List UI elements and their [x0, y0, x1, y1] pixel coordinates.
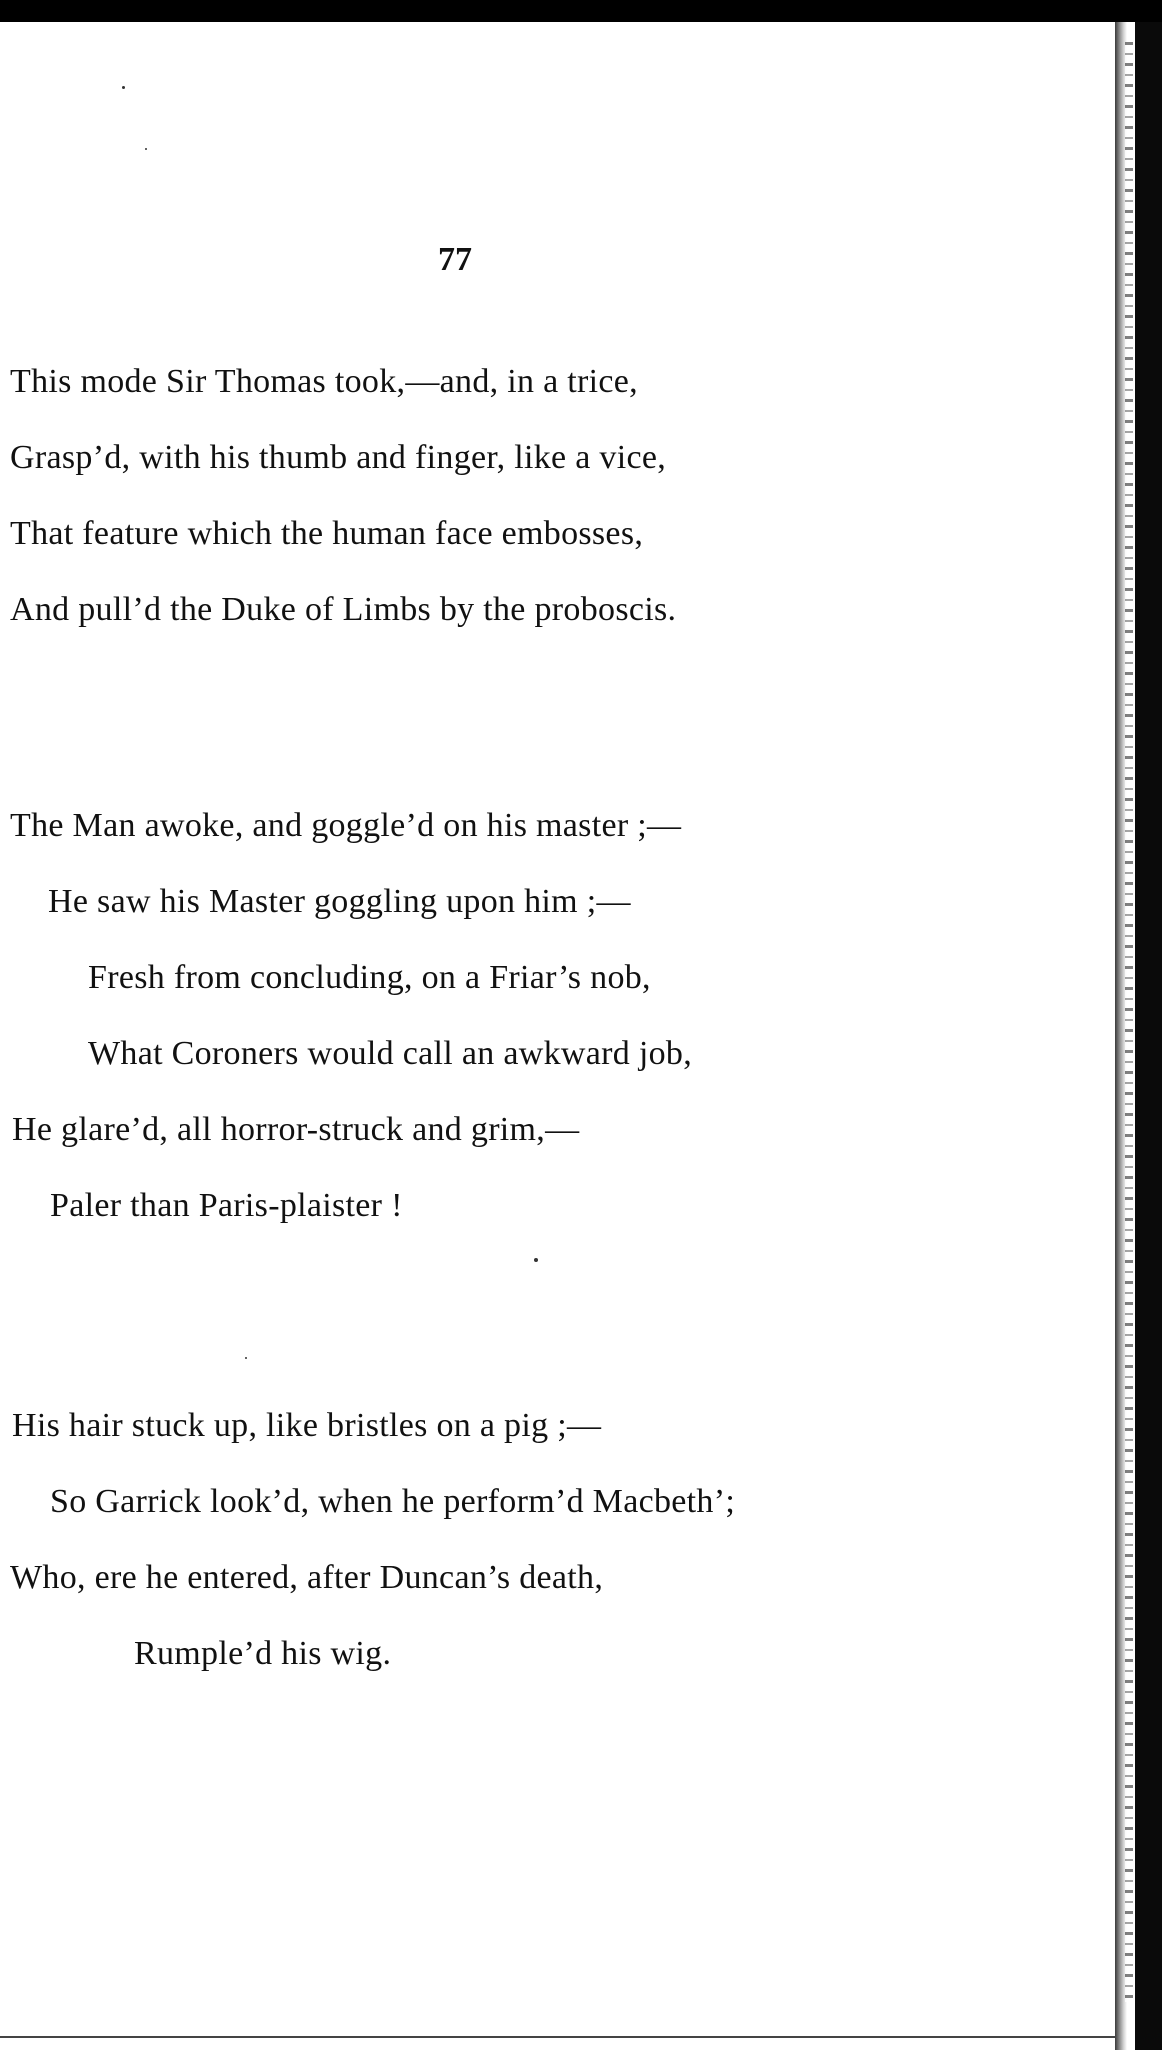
verse-line: He glare’d, all horror-struck and grim,—	[12, 1111, 580, 1148]
ink-speck	[145, 148, 147, 150]
verse-line: This mode Sir Thomas took,—and, in a trice,	[10, 363, 638, 400]
verse-line: What Coroners would call an awkward job,	[88, 1035, 692, 1072]
ink-speck	[245, 1357, 247, 1359]
verse-line: He saw his Master goggling upon him ;—	[48, 883, 631, 920]
verse-line: Who, ere he entered, after Duncan’s death,	[10, 1559, 604, 1596]
verse-line: The Man awoke, and goggle’d on his master ;—	[10, 807, 682, 844]
book-page	[0, 22, 1115, 2037]
verse-line: Rumple’d his wig.	[134, 1635, 392, 1672]
ink-speck	[122, 86, 125, 89]
verse-line: His hair stuck up, like bristles on a pig ;—	[12, 1407, 602, 1444]
page-bottom-rule	[0, 2036, 1115, 2038]
verse-line: Paler than Paris-plaister !	[50, 1187, 403, 1224]
verse-line: Fresh from concluding, on a Friar’s nob,	[88, 959, 651, 996]
verse-line: So Garrick look’d, when he perform’d Macbeth’;	[50, 1483, 736, 1520]
scan-top-border	[0, 0, 1162, 22]
page-number: 77	[438, 241, 472, 278]
page-edge-speckle	[1125, 42, 1133, 2002]
verse-line: That feature which the human face embosses,	[10, 515, 644, 552]
page-edge-band	[1135, 22, 1162, 2050]
page-edge	[1115, 22, 1162, 2050]
ink-speck	[534, 1258, 538, 1262]
verse-line: And pull’d the Duke of Limbs by the proboscis.	[10, 591, 677, 628]
verse-line: Grasp’d, with his thumb and finger, like a vice,	[10, 439, 667, 476]
